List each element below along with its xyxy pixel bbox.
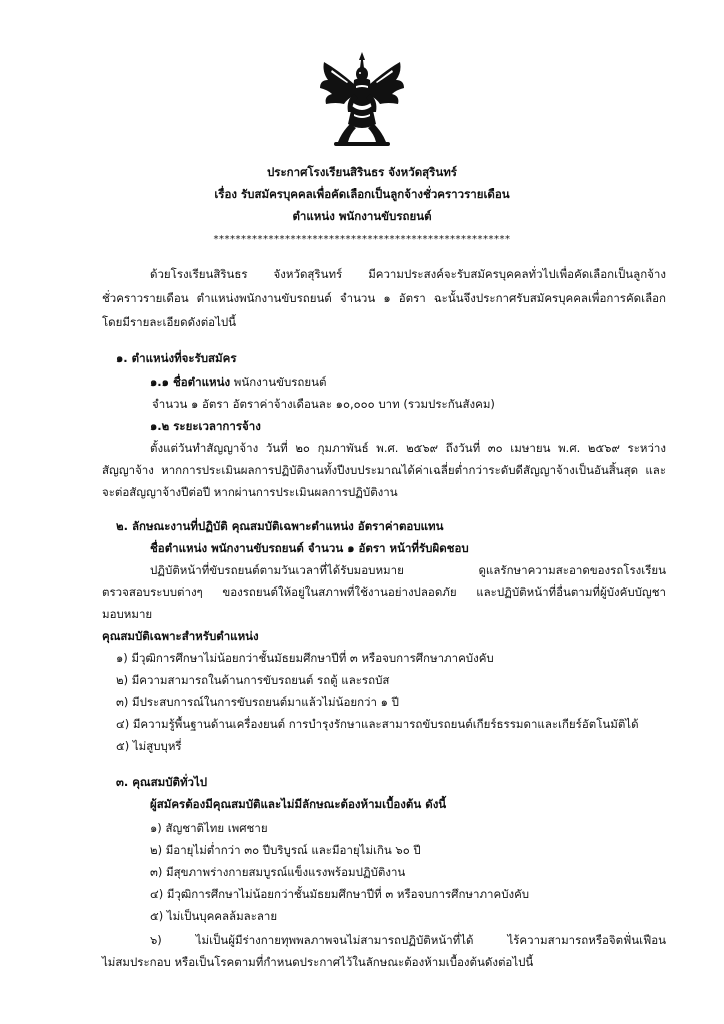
duty-line-1: ปฏิบัติหน้าที่ขับรถยนต์ตามวันเวลาที่ได้รับมอบหมาย ดูแลรักษาความสะอาดของรถโรงเรียน — [150, 563, 666, 577]
qualification-item: ๑) มีวุฒิการศึกษาไม่น้อยกว่าชั้นมัธยมศึกษาปีที่ ๓ หรือจบการศึกษาภาคบังคับ — [116, 651, 494, 665]
section-2-heading: ๒. ลักษณะงานที่ปฏิบัติ คุณสมบัติเฉพาะตำแหน่ง อัตราค่าตอบแทน — [116, 519, 444, 533]
section-3-subheading: ผู้สมัครต้องมีคุณสมบัติและไม่มีลักษณะต้องห้ามเบื้องต้น ดังนี้ — [150, 797, 447, 811]
section-3-heading: ๓. คุณสมบัติทั่วไป — [116, 775, 208, 789]
intro-line-3: โดยมีรายละเอียดดังต่อไปนี้ — [102, 315, 237, 329]
section-2-subheading: ชื่อตำแหน่ง พนักงานขับรถยนต์ จำนวน ๑ อัตรา หน้าที่รับผิดชอบ — [150, 541, 469, 555]
announcement-title: ประกาศโรงเรียนสิรินธร จังหวัดสุรินทร์ — [267, 165, 457, 179]
intro-line-1: ด้วยโรงเรียนสิรินธร จังหวัดสุรินทร์ มีความประสงค์จะรับสมัครบุคคลทั่วไปเพื่อคัดเลือกเป็นลูกจ้าง — [150, 267, 666, 281]
section-1-1-detail: จำนวน ๑ อัตรา อัตราค่าจ้างเดือนละ ๑๐,๐๐๐ บาท (รวมประกันสังคม) — [152, 397, 495, 411]
garuda-emblem — [318, 50, 406, 150]
qualification-item: ๔) มีความรู้พื้นฐานด้านเครื่องยนต์ การบำรุงรักษาและสามารถขับรถยนต์เกียร์ธรรมดาและเกียร์อัตโนมัติได้ — [116, 717, 639, 731]
qualification-item: ๕) ไม่สูบบุหรี่ — [116, 739, 182, 753]
general-qualification-item: ๑) สัญชาติไทย เพศชาย — [150, 821, 268, 835]
announcement-subject: เรื่อง รับสมัครบุคคลเพื่อคัดเลือกเป็นลูกจ้างชั่วคราวรายเดือน — [214, 187, 510, 201]
general-qualification-item: ๔) มีวุฒิการศึกษาไม่น้อยกว่าชั้นมัธยมศึกษาปีที่ ๓ หรือจบการศึกษาภาคบังคับ — [150, 887, 530, 901]
section-1-1 — [150, 374, 326, 390]
qualification-heading: คุณสมบัติเฉพาะสำหรับตำแหน่ง — [102, 629, 259, 643]
duty-line-3: มอบหมาย — [102, 607, 153, 621]
section-1-2-line-2: สัญญาจ้าง หากการประเมินผลการปฏิบัติงานทั้งปีงบประมาณได้ค่าเฉลี่ยต่ำกว่าระดับดีสัญญาจ้างเป็นอันสิ้นสุด และ — [102, 463, 666, 477]
general-qualification-item-6-line-2: ไม่สมประกอบ หรือเป็นโรคตามที่กำหนดประกาศไว้ในลักษณะต้องห้ามเบื้องต้นดังต่อไปนี้ — [102, 955, 534, 969]
section-1-heading: ๑. ตำแหน่งที่จะรับสมัคร — [116, 351, 237, 365]
qualification-item: ๓) มีประสบการณ์ในการขับรถยนต์มาแล้วไม่น้อยกว่า ๑ ปี — [116, 695, 399, 709]
section-1-1-value: พนักงานขับรถยนต์ — [230, 375, 327, 389]
section-1-2-line-1: ตั้งแต่วันทำสัญญาจ้าง วันที่ ๒๐ กุมภาพันธ์ พ.ศ. ๒๕๖๙ ถึงวันที่ ๓๐ เมษายน พ.ศ. ๒๕๖๙ ระหว่าง — [150, 441, 666, 455]
separator-line: ****************************************************** — [213, 234, 511, 245]
duty-line-2: ตรวจสอบระบบต่างๆ ของรถยนต์ให้อยู่ในสภาพที่ใช้งานอย่างปลอดภัย และปฏิบัติหน้าที่อื่นตามที่ผู้บังคับบัญชา — [102, 585, 666, 599]
intro-line-2: ชั่วคราวรายเดือน ตำแหน่งพนักงานขับรถยนต์ จำนวน ๑ อัตรา ฉะนั้นจึงประกาศรับสมัครบุคคลเพื่อการคัดเลือก — [102, 291, 666, 305]
qualification-item: ๒) มีความสามารถในด้านการขับรถยนต์ รถตู้ และรถบัส — [116, 673, 390, 687]
general-qualification-item: ๒) มีอายุไม่ต่ำกว่า ๓๐ ปีบริบูรณ์ และมีอายุไม่เกิน ๖๐ ปี — [150, 843, 421, 857]
announcement-position: ตำแหน่ง พนักงานขับรถยนต์ — [292, 209, 432, 223]
section-1-2-line-3: จะต่อสัญญาจ้างปีต่อปี หากผ่านการประเมินผลการปฏิบัติงาน — [102, 485, 398, 499]
general-qualification-item: ๓) มีสุขภาพร่างกายสมบูรณ์แข็งแรงพร้อมปฏิบัติงาน — [150, 865, 406, 879]
general-qualification-item-6-line-1: ๖) ไม่เป็นผู้มีร่างกายทุพพลภาพจนไม่สามารถปฏิบัติหน้าที่ได้ ไร้ความสามารถหรือจิตฟั่นเฟือน — [150, 933, 666, 947]
section-1-2-heading: ๑.๒ ระยะเวลาการจ้าง — [150, 419, 261, 433]
general-qualification-item: ๕) ไม่เป็นบุคคลล้มละลาย — [150, 909, 278, 923]
section-1-1-heading: ๑.๑ ชื่อตำแหน่ง — [150, 375, 231, 389]
